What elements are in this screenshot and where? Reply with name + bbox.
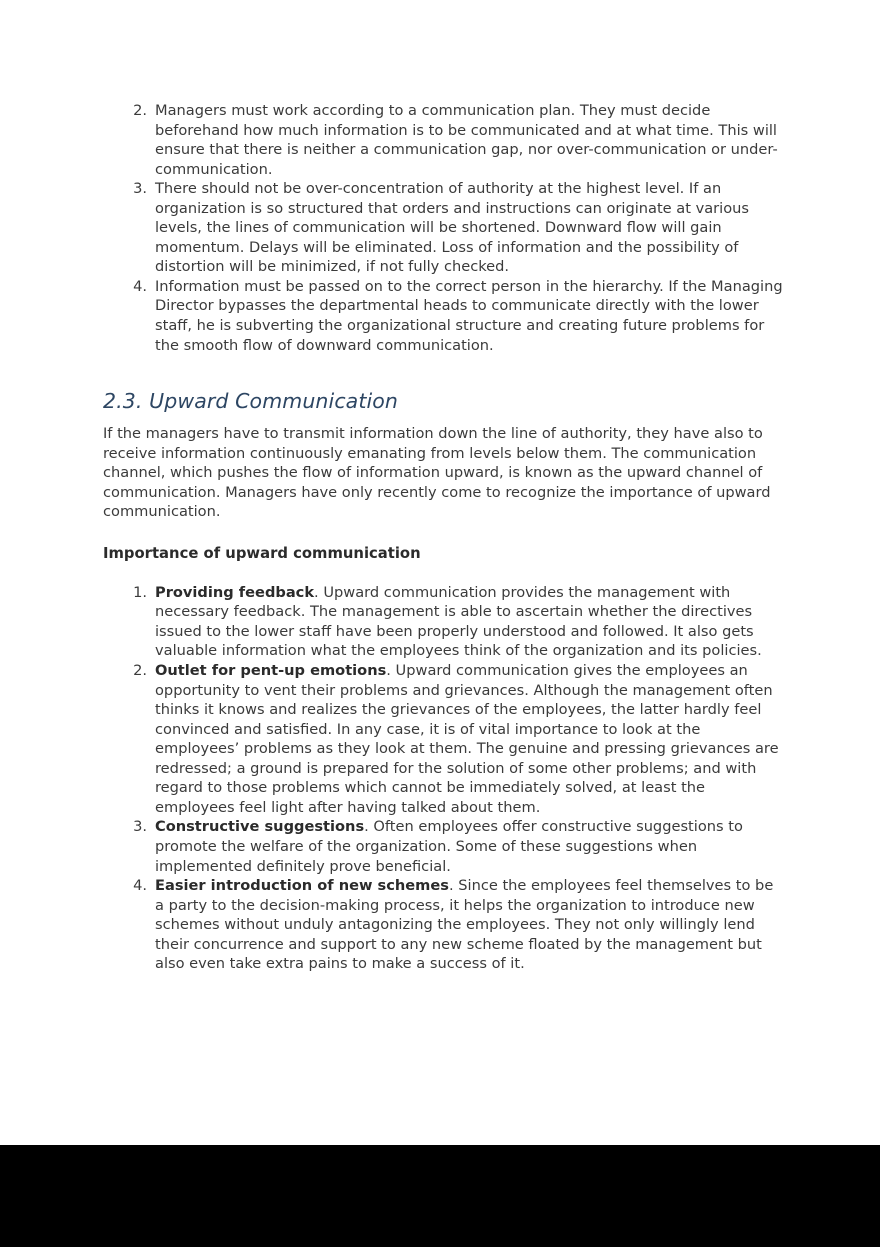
list-item <box>103 661 783 817</box>
list-item-number: 4. <box>133 877 147 895</box>
list-item-number: 1. <box>133 583 147 601</box>
list-item-text: . Often employees offer constructive suggestions to promote the welfare of the organization. Some of these suggestions when implemented definitely prove beneficial. <box>155 818 743 875</box>
list-item <box>103 817 783 876</box>
bottom-black-band <box>0 1145 880 1247</box>
list-item-number: 3. <box>133 180 147 198</box>
list-item-body <box>155 876 783 974</box>
list-item-number: 3. <box>133 818 147 836</box>
spacer <box>103 355 783 389</box>
list-item-text: . Since the employees feel themselves to be a party to the decision-making process, it helps the organization to introduce new schemes without unduly antagonizing the employees. They not only willingly lend their concurrence and support to any new scheme floated by the management but also even take extra pains to make a success of it. <box>155 877 774 973</box>
section-intro-paragraph: If the managers have to transmit information down the line of authority, they have also to receive information continuously emanating from levels below them. The communication channel, which pushes the flow of information upward, is known as the upward channel of communication. Managers have only recently come to recognize the importance of upward communication. <box>103 425 771 521</box>
list-item-lead: Easier introduction of new schemes <box>155 877 449 895</box>
list-item-body <box>155 583 783 661</box>
spacer <box>103 563 783 583</box>
subheading-importance: Importance of upward communication <box>103 544 421 562</box>
downward-communication-list <box>103 101 783 355</box>
list-item <box>103 101 783 179</box>
list-item-body <box>155 817 783 876</box>
list-item-body <box>155 661 783 817</box>
spacer <box>103 414 783 424</box>
list-item-lead: Constructive suggestions <box>155 818 365 836</box>
list-item-lead: Providing feedback <box>155 583 315 601</box>
list-item-number: 2. <box>133 102 147 119</box>
list-item-lead: Outlet for pent-up emotions <box>155 662 387 680</box>
list-item-text: There should not be over-concentration of authority at the highest level. If an organization is so structured that orders and instructions can originate at various levels, the lines of communication will be shortened. Downward flow will gain momentum. Delays will be eliminated. Loss of information and the possibility of distortion will be minimized, if not fully checked. <box>155 180 750 276</box>
list-item-text: Managers must work according to a communication plan. They must decide beforehand how much information is to be communicated and at what time. This will ensure that there is neither a communication gap, nor over-communication or under- communication. <box>155 102 778 178</box>
list-item <box>103 277 783 355</box>
section-heading-upward-communication: 2.3. Upward Communication <box>103 389 399 414</box>
list-item <box>103 179 783 277</box>
spacer <box>103 522 783 544</box>
list-item <box>103 876 783 974</box>
list-item-number: 4. <box>133 277 147 295</box>
page-content <box>103 101 783 974</box>
list-item <box>103 583 783 661</box>
list-item-number: 2. <box>133 662 147 680</box>
list-item-text: Information must be passed on to the correct person in the hierarchy. If the Managing Director bypasses the departmental heads to communicate directly with the lower staff, he is subverting the organizational structure and creating future problems for the smooth flow of downward communication. <box>155 277 783 354</box>
list-item-text: . Upward communication provides the management with necessary feedback. The management is able to ascertain whether the directives issued to the lower staff have been properly understood and followed. It also gets valuable information what the employees think of the organization and its policies. <box>155 583 762 660</box>
importance-list <box>103 583 783 974</box>
list-item-text: . Upward communication gives the employees an opportunity to vent their problems and grievances. Although the management often thinks it knows and realizes the grievances of the employees, the latter hardly feel convinced and satisfied. In any case, it is of vital importance to look at the employees’ problems as they look at them. The genuine and pressing grievances are redressed; a ground is prepared for the solution of some other problems; and with regard to those problems which cannot be immediately solved, at least the employees feel light after having talked about them. <box>155 662 779 816</box>
